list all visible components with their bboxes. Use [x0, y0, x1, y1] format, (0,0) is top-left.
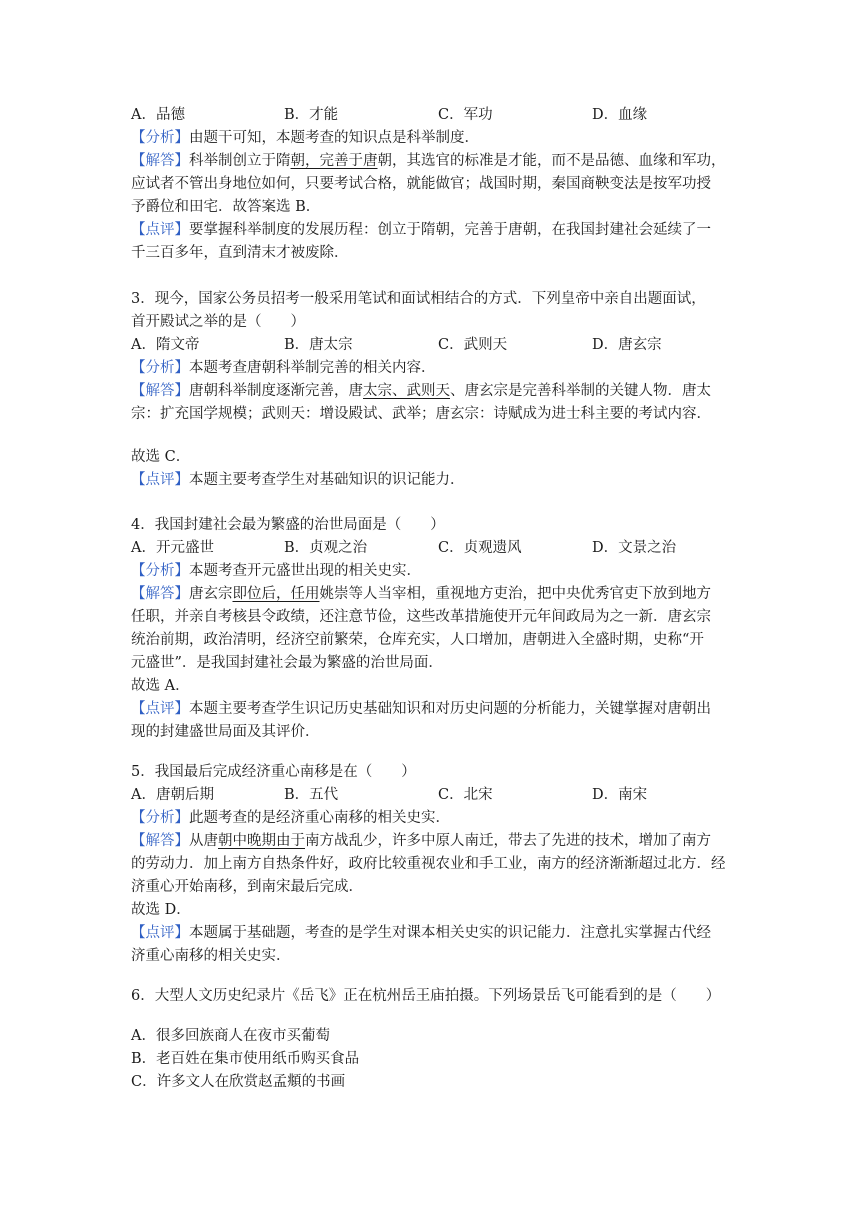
q5-comment-line-1 — [131, 922, 711, 944]
q5-option-d: D．南宋 — [592, 787, 648, 803]
analysis-tag: 【分析】 — [131, 563, 189, 579]
q4-option-d: D．文景之治 — [592, 540, 677, 556]
q2-answer-text: 朝，其选官的标准是才能，而不是品德、血缘和军功， — [377, 153, 726, 169]
q4-stem: 4．我国封建社会最为繁盛的治世局面是（ ） — [131, 517, 445, 533]
q4-comment-text: 本题主要考查学生识记历史基础知识和对历史问题的分析能力，关键掌握对唐朝出 — [189, 701, 711, 717]
q3-stem-line-2: 首开殿试之举的是（ ） — [131, 314, 305, 330]
q4-answer-line-1 — [131, 583, 711, 605]
q5-option-c: C．北宋 — [438, 787, 493, 803]
q2-option-c: C．军功 — [438, 107, 493, 123]
q2-analysis-text: 由题干可知，本题考查的知识点是科举制度． — [189, 130, 479, 146]
q4-answer-line-4: 元盛世”．是我国封建社会最为繁盛的治世局面． — [131, 655, 443, 671]
answer-tag: 【解答】 — [131, 586, 189, 602]
q3-option-b: B．唐太宗 — [284, 337, 353, 353]
q5-comment-text: 本题属于基础题，考查的是学生对课本相关史实的识记能力．注意扎实掌握古代经 — [189, 925, 711, 941]
q3-answer-text: 唐朝科举制度逐渐完善，唐 — [189, 383, 363, 399]
q5-analysis-text: 此题考查的是经济重心南移的相关史实． — [189, 810, 450, 826]
q3-option-a: A．隋文帝 — [131, 337, 200, 353]
q4-answer-text: 唐玄宗 — [189, 586, 233, 602]
q4-option-b: B．贞观之治 — [284, 540, 368, 556]
q4-answer-line-2: 任职，并亲自考核县令政绩，还注意节俭，这些改革措施使开元年间政局为之一新．唐玄宗 — [131, 609, 711, 625]
q4-answer-underlined: 即位后，任用 — [232, 586, 320, 602]
q5-answer-line-1 — [131, 830, 711, 852]
comment-tag: 【点评】 — [131, 925, 189, 941]
q5-stem: 5．我国最后完成经济重心南移是在（ ） — [131, 764, 416, 780]
q4-comment-line-1 — [131, 698, 711, 720]
q5-choice: 故选 D． — [131, 902, 191, 918]
analysis-tag: 【分析】 — [131, 130, 189, 146]
answer-tag: 【解答】 — [131, 833, 189, 849]
q6-option-c: C．许多文人在欣赏赵孟頫的书画 — [131, 1074, 346, 1090]
q5-answer-text: 从唐 — [189, 833, 218, 849]
q3-analysis-text: 本题考查唐朝科举制完善的相关内容． — [189, 360, 436, 376]
q4-analysis-text: 本题考查开元盛世出现的相关史实． — [189, 563, 421, 579]
q6-option-b: B．老百姓在集市使用纸币购买食品 — [131, 1051, 360, 1067]
q3-comment-text: 本题主要考查学生对基础知识的识记能力． — [189, 472, 465, 488]
q3-analysis — [131, 357, 436, 379]
q5-option-a: A．唐朝后期 — [131, 787, 214, 803]
q3-stem-line-1: 3．现今，国家公务员招考一般采用笔试和面试相结合的方式．下列皇帝中亲自出题面试， — [131, 291, 706, 307]
q2-comment-text: 要掌握科举制度的发展历程：创立于隋朝，完善于唐朝，在我国封建社会延续了一 — [189, 222, 711, 238]
q2-analysis — [131, 127, 479, 149]
q3-answer-underlined: 太宗、武则天 — [363, 383, 450, 399]
q2-answer-underlined: 朝，完善于唐 — [290, 153, 378, 169]
q5-option-b: B．五代 — [284, 787, 339, 803]
q5-analysis — [131, 807, 450, 829]
q4-option-c: C．贞观遗风 — [438, 540, 522, 556]
q3-comment — [131, 469, 465, 491]
q2-option-d: D．血缘 — [592, 107, 648, 123]
q4-analysis — [131, 560, 421, 582]
q3-choice: 故选 C． — [131, 449, 191, 465]
answer-tag: 【解答】 — [131, 383, 189, 399]
analysis-tag: 【分析】 — [131, 810, 189, 826]
q2-option-a: A．品德 — [131, 107, 185, 123]
q4-answer-line-3: 统治前期，政治清明，经济空前繁荣，仓库充实，人口增加，唐朝进入全盛时期，史称“开 — [131, 632, 704, 648]
q4-choice: 故选 A． — [131, 678, 190, 694]
q5-answer-line-2: 的劳动力．加上南方自热条件好，政府比较重视农业和手工业，南方的经济渐渐超过北方．经 — [131, 856, 726, 872]
comment-tag: 【点评】 — [131, 701, 189, 717]
q2-option-b: B．才能 — [284, 107, 339, 123]
q6-stem: 6．大型人文历史纪录片《岳飞》正在杭州岳王庙拍摄。下列场景岳飞可能看到的是（ ） — [131, 988, 721, 1004]
q2-answer-text: 科举制创立于隋 — [189, 153, 291, 169]
q3-answer-text: 、唐玄宗是完善科举制的关键人物．唐太 — [450, 383, 711, 399]
answer-tag: 【解答】 — [131, 153, 189, 169]
q2-comment-line-1 — [131, 219, 711, 241]
comment-tag: 【点评】 — [131, 222, 189, 238]
q4-option-a: A．开元盛世 — [131, 540, 214, 556]
q6-option-a: A．很多回族商人在夜市买葡萄 — [131, 1028, 330, 1044]
q2-answer-line-2: 应试者不管出身地位如何，只要考试合格，就能做官；战国时期，秦国商鞅变法是按军功授 — [131, 176, 711, 192]
q3-option-c: C．武则天 — [438, 337, 508, 353]
q3-answer-line-1 — [131, 380, 711, 402]
q3-option-d: D．唐玄宗 — [592, 337, 662, 353]
q2-answer-line-3: 予爵位和田宅．故答案选 B． — [131, 199, 321, 215]
q3-answer-line-2: 宗：扩充国学规模；武则天：增设殿试、武举；唐玄宗：诗赋成为进士科主要的考试内容． — [131, 406, 711, 422]
q5-comment-line-2: 济重心南移的相关史实． — [131, 948, 291, 964]
q5-answer-line-3: 济重心开始南移，到南宋最后完成． — [131, 879, 363, 895]
comment-tag: 【点评】 — [131, 472, 189, 488]
q4-comment-line-2: 现的封建盛世局面及其评价． — [131, 724, 320, 740]
analysis-tag: 【分析】 — [131, 360, 189, 376]
q2-answer-line-1 — [131, 150, 726, 172]
q5-answer-text: 南方战乱少，许多中原人南迁，带去了先进的技术，增加了南方 — [305, 833, 711, 849]
q2-comment-line-2: 千三百多年，直到清末才被废除． — [131, 245, 349, 261]
q5-answer-underlined: 朝中晚期由于 — [218, 833, 305, 849]
q4-answer-text: 姚崇等人当宰相，重视地方吏治，把中央优秀官吏下放到地方 — [319, 586, 711, 602]
